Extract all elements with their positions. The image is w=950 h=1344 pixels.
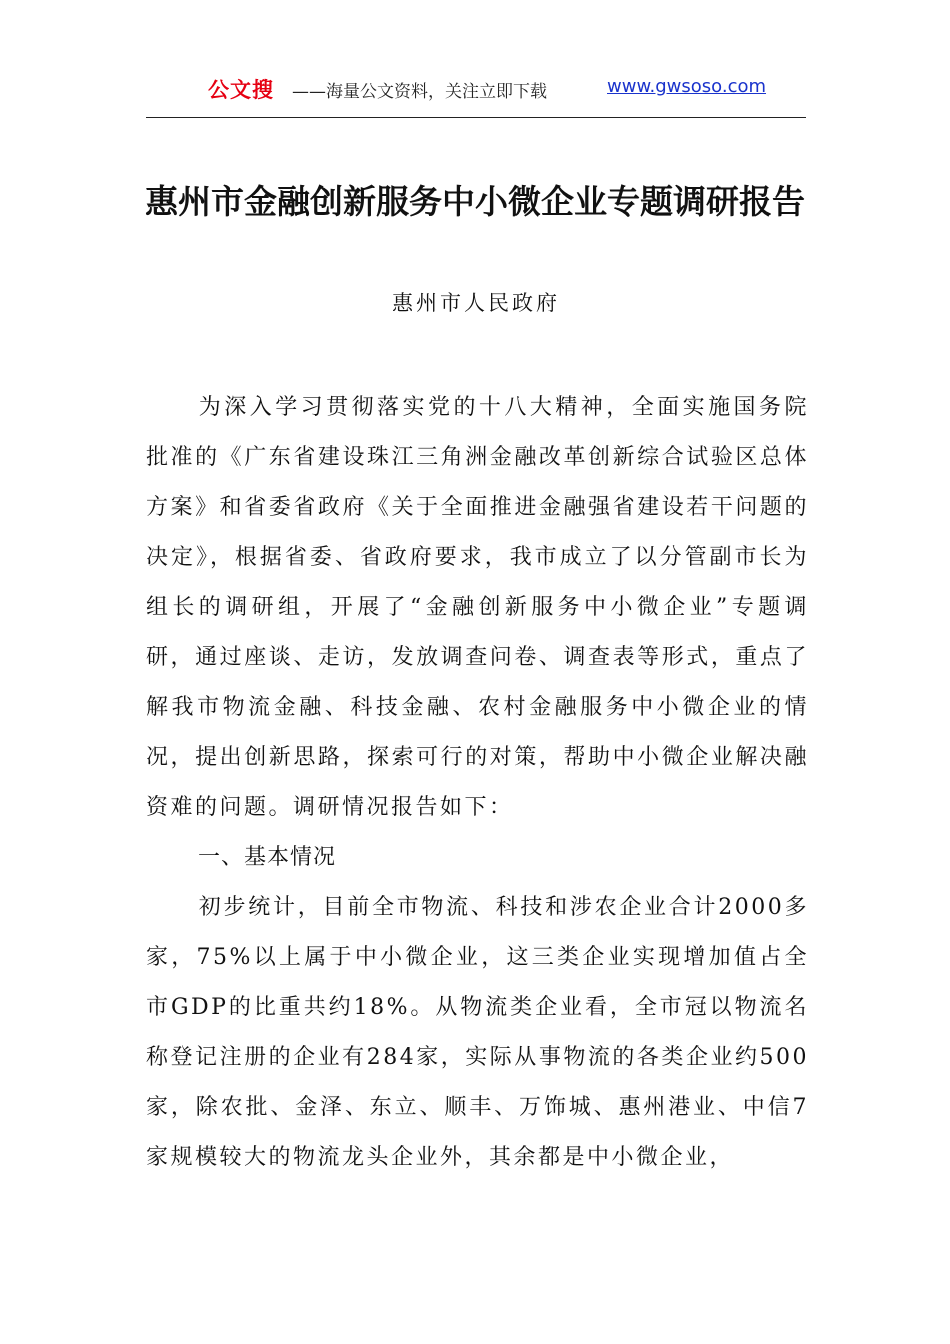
intro-paragraph: 为深入学习贯彻落实党的十八大精神，全面实施国务院批准的《广东省建设珠江三角洲金融改革创新综合试验区总体方案》和省委省政府《关于全面推进金融强省建设若干问题的决定》，根据省委、省政府要求，我市成立了以分管副市长为组长的调研组，开展了“金融创新服务中小微企业”专题调研，通过座谈、走访，发放调查问卷、调查表等形式，重点了解我市物流金融、科技金融、农村金融服务中小微企业的情况，提出创新思路，探索可行的对策，帮助中小微企业解决融资难的问题。调研情况报告如下： <box>146 395 809 820</box>
document-title: 惠州市金融创新服务中小微企业专题调研报告 <box>145 182 805 221</box>
page-header <box>146 68 806 108</box>
header-divider <box>146 117 806 118</box>
website-link[interactable]: www.gwsoso.com <box>607 76 767 97</box>
header-slogan: ——海量公文资料，关注立即下载 <box>292 82 547 102</box>
document-body <box>146 383 809 1183</box>
section-heading-basic-situation: 一、基本情况 <box>198 845 337 870</box>
brand-logo-text: 公文搜 <box>208 78 274 102</box>
section1-paragraph: 初步统计，目前全市物流、科技和涉农企业合计2000多家，75%以上属于中小微企业，这三类企业实现增加值占全市GDP的比重共约18%。从物流类企业看，全市冠以物流名称登记注册的企业有284家，实际从事物流的各类企业约500家，除农批、金泽、东立、顺丰、万饰城、惠州港业、中信7家规模较大的物流龙头企业外，其余都是中小微企业， <box>146 895 809 1170</box>
document-author: 惠州市人民政府 <box>392 291 560 315</box>
